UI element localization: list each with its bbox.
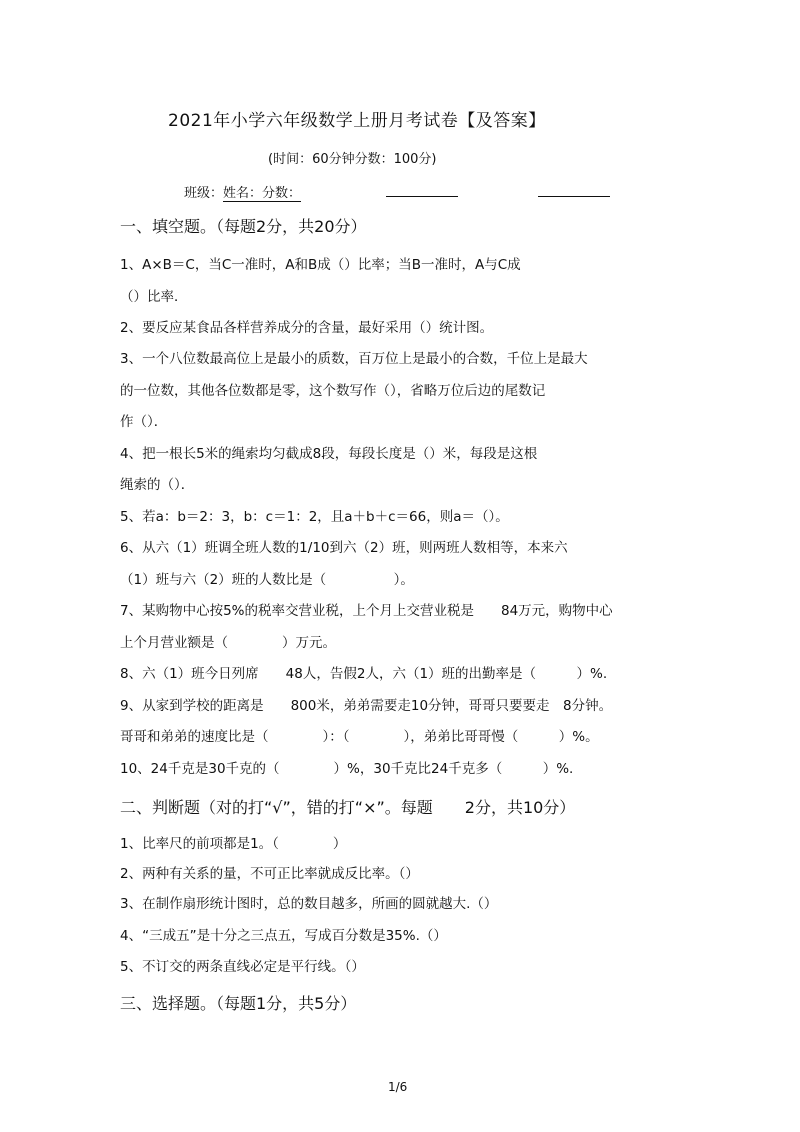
question-line: 上个月营业额是（ ）万元。 [120,635,336,651]
question-line: 哥哥和弟弟的速度比是（ ）：（ ），弟弟比哥哥慢（ ）%。 [120,729,599,745]
question-line: 7、某购物中心按5%的税率交营业税，上个月上交营业税是 84万元，购物中心 [120,603,613,619]
question-line: 5、若a：b＝2：3，b：c＝1：2，且a＋b＋c＝66，则a＝（）。 [120,509,509,525]
judge-line: 1、比率尺的前项都是1。（ ） [120,836,347,852]
judge-line: 4、“三成五”是十分之三点五，写成百分数是35%.（） [120,928,447,944]
class-info-line [184,182,301,201]
question-line: 4、把一根长5米的绳索均匀截成8段，每段长度是（）米，每段是这根 [120,446,538,462]
judge-line: 3、在制作扇形统计图时，总的数目越多，所画的圆就越大.（） [120,896,498,912]
section-heading-choice: 三、选择题。（每题1分，共5分） [120,994,357,1013]
question-line: 6、从六（1）班调全班人数的1/10到六（2）班，则两班人数相等，本来六 [120,540,568,556]
question-line: 作（）． [120,414,168,430]
judge-line: 5、不订交的两条直线必定是平行线。（） [120,959,365,975]
exam-title: 2021年小学六年级数学上册月考试卷【及答案】 [168,111,546,131]
exam-subtitle: (时间：60分钟分数：100分) [268,152,437,167]
section-heading-judge: 二、判断题（对的打“√”，错的打“×”。每题 2分，共10分） [120,798,576,817]
class-label: 班级： [184,186,224,201]
judge-line: 2、两种有关系的量，不可正比率就成反比率。（） [120,866,419,882]
page-number: 1/6 [388,1080,408,1094]
name-blank [386,196,458,197]
question-line: （）比率． [120,289,188,305]
question-line: 8、六（1）班今日列席 48人，告假2人，六（1）班的出勤率是（ ）%. [120,666,608,682]
question-line: 3、一个八位数最高位上是最小的质数，百万位上是最小的合数，千位上是最大 [120,351,588,367]
question-line: 9、从家到学校的距离是 800米，弟弟需要走10分钟，哥哥只要要走 8分钟。 [120,698,613,714]
question-line: 绳索的（）． [120,477,195,493]
question-line: 1、A×B＝C，当C一准时，A和B成（）比率；当B一准时，A与C成 [120,257,521,273]
question-line: （1）班与六（2）班的人数比是（ ）。 [120,572,414,588]
question-line: 2、要反应某食品各样营养成分的含量，最好采用（）统计图。 [120,320,494,336]
question-line: 的一位数，其他各位数都是零，这个数写作（），省略万位后边的尾数记 [120,383,546,399]
score-blank [538,196,610,197]
name-score-label: 姓名：分数： [223,186,302,201]
question-line: 10、24千克是30千克的（ ）%，30千克比24千克多（ ）%. [120,761,574,777]
section-heading-fill: 一、填空题。（每题2分，共20分） [120,217,367,236]
